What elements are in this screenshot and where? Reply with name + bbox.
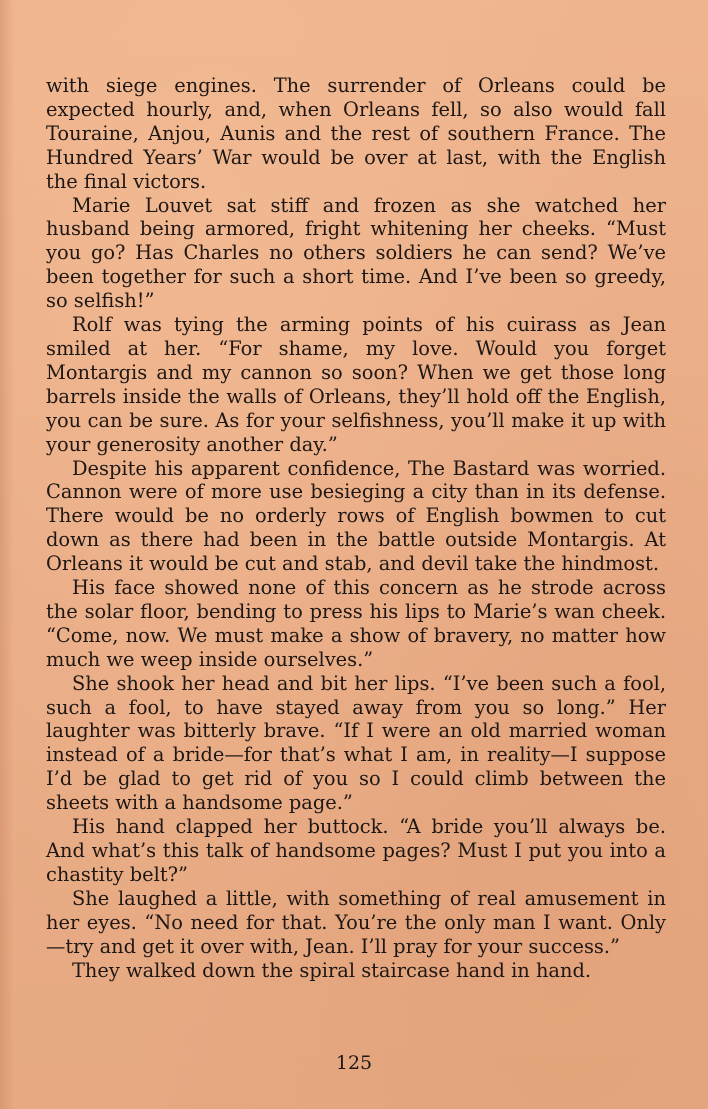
body-text [46, 74, 666, 982]
paragraph: She laughed a little, with something of real amusement in her eyes. “No need for that. You’re the only man I want. Only—try and get it over with, Jean. I’ll pray for your success.” [46, 886, 666, 958]
paragraph: They walked down the spiral staircase hand in hand. [72, 958, 592, 982]
paragraph: Despite his apparent confidence, The Bastard was worried. Cannon were of more use besieging a city than in its defense. There would be no orderly rows of English bowmen to cut down as there had been in the battle outside Montargis. At Orleans it would be cut and stab, and devil take the hindmost. [46, 456, 666, 576]
page-number: 125 [335, 1052, 373, 1074]
paragraph: His hand clapped her buttock. “A bride you’ll always be. And what’s this talk of handsome pages? Must I put you into a chastity belt?” [46, 815, 666, 886]
paragraph: Marie Louvet sat stiff and frozen as she watched her husband being armored, fright whitening her cheeks. “Must you go? Has Charles no others soldiers he can send? We’ve been together for such a short time. And I’ve been so greedy, so selfish!” [46, 193, 666, 313]
page-edge-shadow [0, 0, 14, 1109]
paragraph: Rolf was tying the arming points of his cuirass as Jean smiled at her. “For shame, my love. Would you forget Montargis and my cannon so soon? When we get those long barrels inside the walls of Orleans, they’ll hold off the English, you can be sure. As for your selfishness, you’ll make it up with your generosity another day.” [46, 313, 666, 456]
paragraph: She shook her head and bit her lips. “I’ve been such a fool, such a fool, to have stayed away from you so long.” Her laughter was bitterly brave. “If I were an old married woman instead of a bride—for that’s what I am, in reality—I suppose I’d be glad to get rid of you so I could climb between the sheets with a handsome page.” [46, 671, 666, 815]
paragraph: His face showed none of this concern as he strode across the solar floor, bending to press his lips to Marie’s wan cheek. “Come, now. We must make a show of bravery, no matter how much we weep inside ourselves.” [46, 576, 666, 671]
paragraph: with siege engines. The surrender of Orleans could be expected hourly, and, when Orleans fell, so also would fall Touraine, Anjou, Aunis and the rest of southern France. The Hundred Years’ War would be over at last, with the English the final victors. [46, 74, 666, 193]
